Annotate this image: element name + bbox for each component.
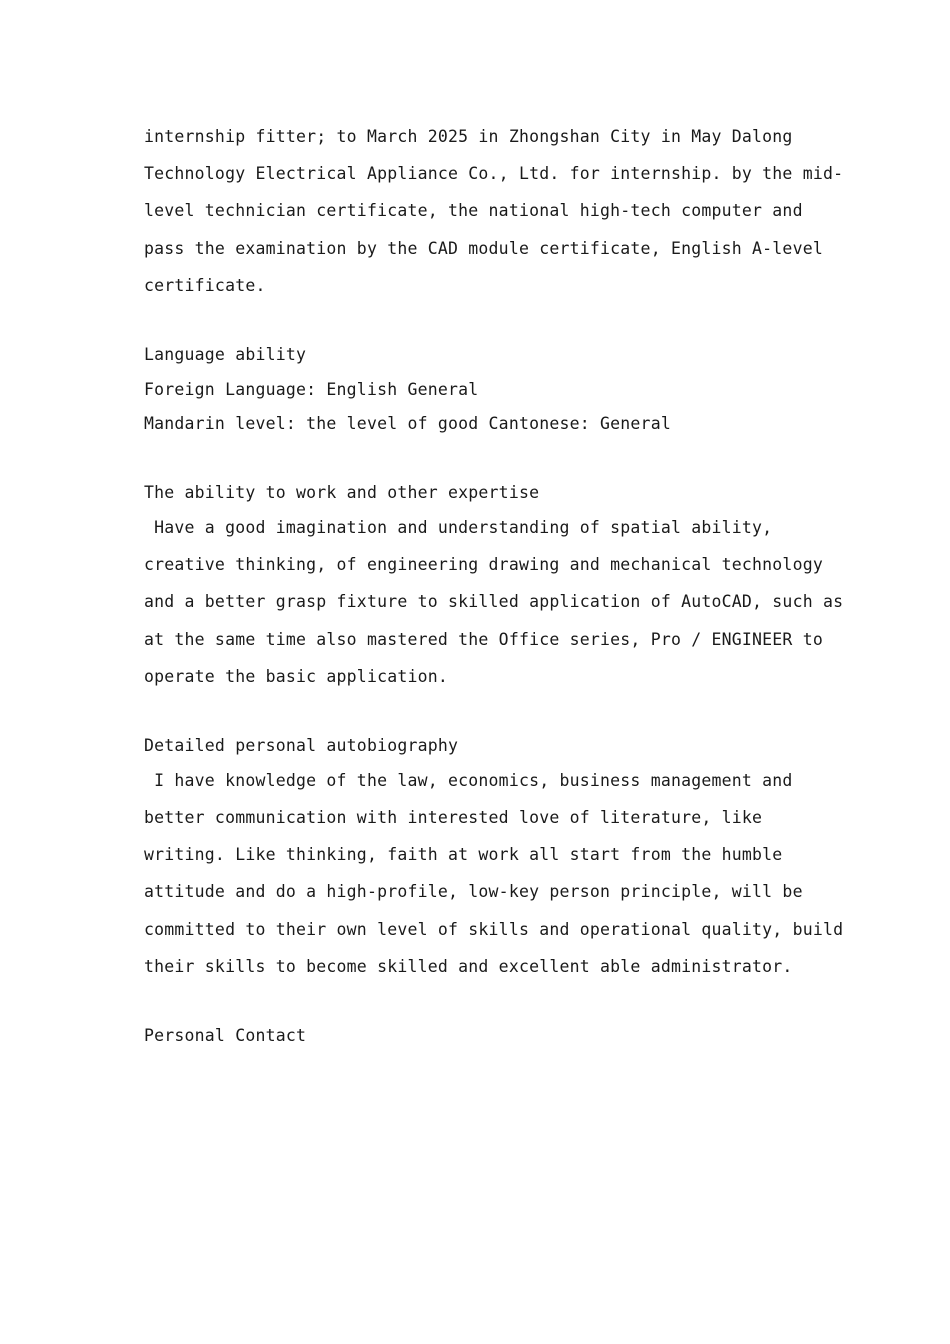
expertise-line-2: creative thinking, of engineering drawing and mechanical technology (144, 555, 823, 574)
autobiography-heading: Detailed personal autobiography (144, 736, 459, 755)
autobiography-line-2: better communication with interested love of literature, like (144, 808, 763, 827)
intro-line-2: Technology Electrical Appliance Co., Ltd. for internship. by the mid- (144, 164, 844, 183)
intro-line-3: level technician certificate, the national high-tech computer and (144, 201, 803, 220)
intro-line-4: pass the examination by the CAD module certificate, English A-level (144, 239, 823, 258)
intro-line-5: certificate. (144, 276, 266, 295)
intro-line-1: internship fitter; to March 2025 in Zhongshan City in May Dalong (144, 127, 793, 146)
contact-heading: Personal Contact (144, 1026, 307, 1045)
language-mandarin: Mandarin level: the level of good Cantonese: General (144, 414, 671, 433)
language-heading: Language ability (144, 345, 307, 364)
expertise-line-5: operate the basic application. (144, 667, 449, 686)
autobiography-line-6: their skills to become skilled and excellent able administrator. (144, 957, 793, 976)
expertise-heading: The ability to work and other expertise (144, 483, 540, 502)
language-foreign: Foreign Language: English General (144, 380, 479, 399)
autobiography-line-4: attitude and do a high-profile, low-key person principle, will be (144, 882, 803, 901)
autobiography-line-3: writing. Like thinking, faith at work all start from the humble (144, 845, 783, 864)
autobiography-line-1: I have knowledge of the law, economics, business management and (144, 771, 793, 790)
expertise-line-3: and a better grasp fixture to skilled application of AutoCAD, such as (144, 592, 844, 611)
expertise-line-1: Have a good imagination and understanding of spatial ability, (144, 518, 773, 537)
autobiography-line-5: committed to their own level of skills and operational quality, build (144, 920, 844, 939)
expertise-line-4: at the same time also mastered the Office series, Pro / ENGINEER to (144, 630, 823, 649)
